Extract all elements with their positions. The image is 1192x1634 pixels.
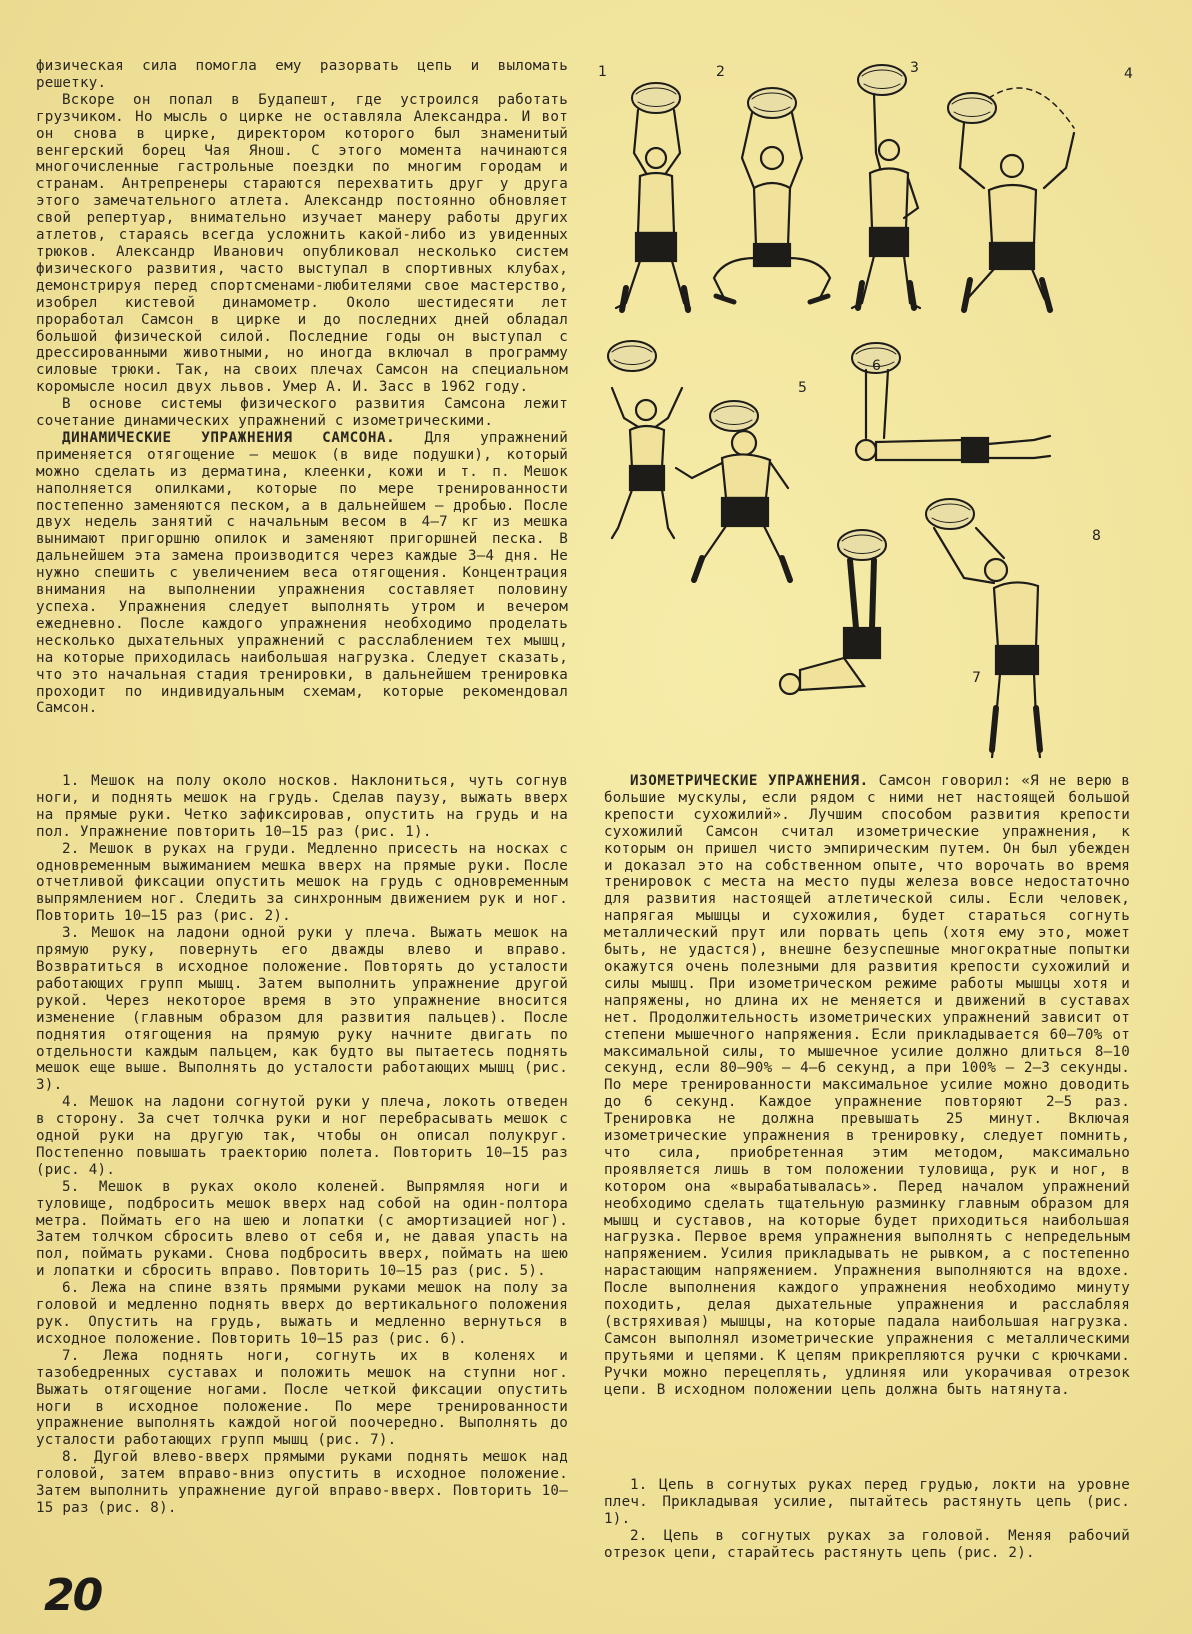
paragraph-text: Для упражнений применяется отягощение — мешок (в виде подушки), который можно сделать из дерматина, клеенки, кожи и т. п. Мешок наполняется опилками, которые по мере тренированности постепенно заменяются песком, а в дальнейшем — дробью. После двух недель занятий с начальным весом в 4—7 кг из мешка вынимают пригоршню опилок и заменяют пригоршней песка. В дальнейшем эта замена производится через каждые 3—4 дня. Не нужно спешить с увеличением веса отягощения. Концентрация внимания на выполнении упражнения составляет половину успеха. Упражнения следует выполнять утром и вечером ежедневно. После каждого упражнения необходимо проделать несколько дыхательных упражнений с расслаблением тех мышц, на которые приходилась наибольшая нагрузка. Следует сказать, что это начальная стадия тренировки, в дальнейшем тренировка проходит по индивидуальным схемам, которые рекомендовал Самсон. — [36, 429, 568, 717]
exercise-item: 1. Цепь в согнутых руках перед грудью, локти на уровне плеч. Прикладывая усилие, пытайтесь растянуть цепь (рис. 1). — [604, 1477, 1130, 1527]
exercise-item: 6. Лежа на спине взять прямыми руками мешок на полу за головой и медленно поднять вверх до вертикального положения рук. Опустить на грудь, выжать и медленно вернуться в исходное положение. Повторить 10—15 раз (рис. 6). — [36, 1280, 568, 1347]
exercise-illustrations — [598, 58, 1140, 758]
figure-8 — [926, 499, 1040, 758]
paragraph — [604, 773, 1130, 1399]
dynamic-exercises-list — [36, 773, 568, 1517]
paragraph-text: Самсон говорил: «Я не верю в большие мускулы, если рядом с ними нет настоящей большой крепости сухожилий». Лучшим способом развития крепости сухожилий Самсон считал изометрические упражнения, к которым он пришел чисто эмпирическим путем. Он был убежден и доказал это на собственном опыте, что ворочать во время тренировок с места на место пуды железа вовсе недостаточно для развития настоящей атлетической силы. Если человек, напрягая мышцы и сухожилия, будет стараться согнуть металлический прут или порвать цепь (хотя ему это, может быть, не удастся), внешне безуспешные многократные попытки окажутся очень полезными для развития крепости сухожилий и силы мышц. При изометрическом режиме работы мышцы хотя и напряжены, но длина их не меняется и движений в суставах нет. Продолжительность изометрических упражнений зависит от степени мышечного напряжения. Если прикладывается 60—70% от максимальной силы, то мышечное усилие должно длиться 8—10 секунд, если 80—90% — 4—6 секунд, а при 100% — 2—3 секунды. По мере тренированности максимальное усилие можно доводить до 6 секунд. Каждое упражнение повторяют 2—5 раз. Тренировка не должна превышать 25 минут. Включая изометрические упражнения в тренировку, следует помнить, что сила, приобретенная этим методом, максимально проявляется лишь в том положении туловища, рук и ног, в котором она «вырабатывалась». Перед началом упражнений необходимо сделать тщательную разминку главным образом для мышц и суставов, на которые будет приходиться наибольшая нагрузка. Первое время упражнения выполнять с непредельным напряжением. Усилия прикладывать не рывком, а с постепенно нарастающим напряжением. Упражнения выполняются на вдохе. После выполнения каждого упражнения необходимо минуту походить, делая дыхательные упражнения и расслабляя (встряхивая) мышцы, на которые падала наибольшая нагрузка. Самсон выполнял изометрические упражнения с металлическими прутьями и цепями. К цепям прикрепляются ручки с крючками. Ручки можно перецеплять, удлиняя или укорачивая отрезок цепи. В исходном положении цепь должна быть натянута. — [604, 773, 1130, 1398]
figure-3 — [852, 65, 920, 308]
figure-number: 6 — [872, 358, 881, 374]
exercise-item: 3. Мешок на ладони одной руки у плеча. Выжать мешок на прямую руку, повернуть его дважды влево и вправо. Возвратиться в исходное положение. Повторять до усталости работающих групп мышц. Затем выполнить упражнение другой рукой. Через некоторое время в это упражнение вносится изменение (главным образом для развития пальцев). После поднятия отягощения на прямую руку начните двигать по отдельности каждым пальцем, как будто вы пытаетесь поднять мешок еще выше. Выполнять до усталости работающих мышц (рис. 3). — [36, 925, 568, 1094]
exercise-item: 1. Мешок на полу около носков. Наклониться, чуть согнув ноги, и поднять мешок на грудь. Сделав паузу, выжать вверх на прямые руки. Четко зафиксировав, опустить на грудь и на пол. Упражнение повторить 10—15 раз (рис. 1). — [36, 773, 568, 840]
exercise-item: 4. Мешок на ладони согнутой руки у плеча, локоть отведен в сторону. За счет толчка руки и ног перебрасывать мешок с одной руки на другую так, чтобы он описал полукруг. Постепенно повышать траекторию полета. Повторить 10—15 раз (рис. 4). — [36, 1094, 568, 1178]
page-number: 20 — [44, 1570, 102, 1621]
figure-number: 4 — [1124, 66, 1133, 82]
exercise-item: 8. Дугой влево-вверх прямыми руками поднять мешок над головой, затем вправо-вниз опустить в исходное положение. Затем выполнить упражнение дугой вправо-вверх. Повторить 10—15 раз (рис. 8). — [36, 1449, 568, 1516]
figure-2 — [714, 88, 830, 302]
exercise-item: 5. Мешок в руках около коленей. Выпрямляя ноги и туловище, подбросить мешок вверх над собой на один-полтора метра. Поймать его на шею и лопатки (с амортизацией ног). Затем толчком сбросить влево от себя и, не давая упасть на пол, поймать руками. Снова подбросить вверх, поймать на шею и лопатки и сбросить вправо. Повторить 10—15 раз (рис. 5). — [36, 1178, 568, 1280]
paragraph: физическая сила помогла ему разорвать цепь и выломать решетку. — [36, 58, 568, 91]
exercise-item: 2. Цепь в согнутых руках за головой. Меняя рабочий отрезок цепи, старайтесь растянуть цепь (рис. 2). — [604, 1527, 1130, 1561]
figure-1 — [616, 83, 690, 310]
figure-number: 8 — [1092, 528, 1101, 544]
strongman-figures-illustration — [604, 58, 1140, 758]
paragraph: Вскоре он попал в Будапешт, где устроился работать грузчиком. Но мысль о цирке не оставляла Александра. И вот он снова в цирке, директором которого был знаменитый венгерский борец Чая Янош. С этого момента начинаются многочисленные гастрольные поездки по многим городам и странам. Антрепренеры стараются перехватить друг у друга этого замечательного атлета. Александр постоянно обновляет свой репертуар, внимательно изучает манеру работы других атлетов, стараясь всегда усложнить какой-либо из увиденных трюков. Александр Иванович опубликовал несколько систем физического развития, часто выступал в спортивных клубах, демонстрируя перед спортсменами-любителями свое мастерство, изобрел кистевой динамометр. Около шестидесяти лет проработал Самсон в цирке и до последних дней обладал большой физической силой. Последние годы он выступал с дрессированными животными, но иногда включал в программу силовые трюки. Так, на своих плечах Самсон на специальном коромысле носил двух львов. Умер А. И. Засс в 1962 году. — [36, 91, 568, 396]
figure-number: 1 — [598, 64, 607, 80]
figure-number: 3 — [910, 60, 919, 76]
figure-number: 7 — [972, 670, 981, 686]
figure-number: 5 — [798, 380, 807, 396]
paragraph: В основе системы физического развития Самсона лежит сочетание динамических упражнений с изометрическими. — [36, 396, 568, 430]
figure-6 — [852, 343, 1050, 462]
figure-number: 2 — [716, 64, 725, 80]
section-heading-isometric: ИЗОМЕТРИЧЕСКИЕ УПРАЖНЕНИЯ. — [630, 773, 869, 789]
exercise-item: 2. Мешок в руках на груди. Медленно присесть на носках с одновременным выжиманием мешка вверх на прямые руки. После отчетливой фиксации опустить мешок на грудь с одновременным выпрямлением ног. Следить за синхронным движением рук и ног. Повторить 10—15 раз (рис. 2). — [36, 840, 568, 925]
isometric-exercises-list — [604, 1477, 1130, 1562]
intro-column — [36, 58, 568, 717]
paragraph — [36, 430, 568, 717]
isometric-section — [604, 773, 1130, 1399]
section-heading-dynamic: ДИНАМИЧЕСКИЕ УПРАЖНЕНИЯ САМСОНА. — [62, 429, 396, 446]
figure-5 — [608, 341, 790, 580]
figure-7 — [780, 530, 886, 694]
figure-4 — [948, 88, 1074, 310]
exercise-item: 7. Лежа поднять ноги, согнуть их в коленях и тазобедренных суставах и положить мешок на ступни ног. Выжать отягощение ногами. После четкой фиксации опустить ноги в исходное положение. По мере тренированности упражнение выполнять каждой ногой поочередно. Выполнять до усталости работающих групп мышц (рис. 7). — [36, 1347, 568, 1449]
